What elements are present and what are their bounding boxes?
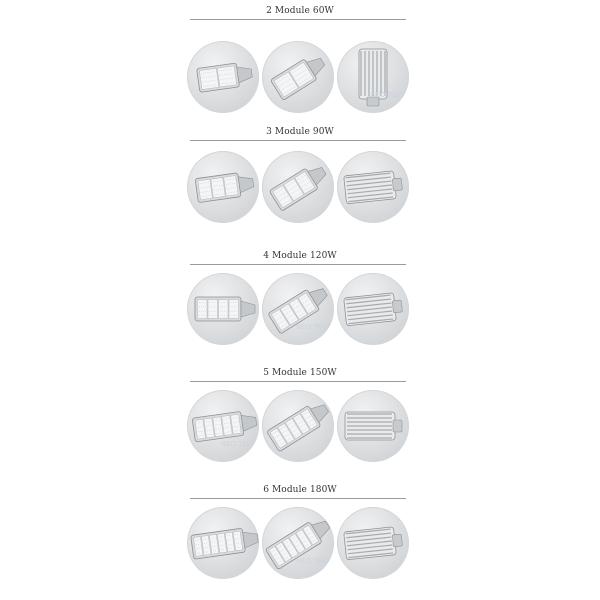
product-photo xyxy=(337,273,409,345)
product-photo xyxy=(187,390,259,462)
product-photo xyxy=(337,41,409,113)
svg-text:NEO TECH: NEO TECH xyxy=(220,440,258,448)
product-photo xyxy=(337,390,409,462)
product-photo xyxy=(337,507,409,579)
product-photo xyxy=(262,151,334,223)
svg-text:NEO TECH: NEO TECH xyxy=(295,323,333,331)
svg-text:NEO TECH: NEO TECH xyxy=(370,91,408,99)
section-title: 3 Module 90W xyxy=(266,127,334,137)
product-photo xyxy=(187,151,259,223)
product-photo xyxy=(262,507,334,579)
product-photo xyxy=(262,41,334,113)
section-divider xyxy=(190,498,406,499)
product-photo xyxy=(262,390,334,462)
section-divider xyxy=(190,264,406,265)
product-photo xyxy=(187,507,259,579)
product-photo xyxy=(262,273,334,345)
section-title: 4 Module 120W xyxy=(263,251,337,261)
product-photo xyxy=(337,151,409,223)
section-title: 2 Module 60W xyxy=(266,6,334,16)
product-photo xyxy=(187,41,259,113)
product-photo xyxy=(187,273,259,345)
section-title: 5 Module 150W xyxy=(263,368,337,378)
svg-text:NEO TECH: NEO TECH xyxy=(295,557,333,565)
section-divider xyxy=(190,140,406,141)
section-title: 6 Module 180W xyxy=(263,485,337,495)
section-divider xyxy=(190,381,406,382)
section-divider xyxy=(190,19,406,20)
